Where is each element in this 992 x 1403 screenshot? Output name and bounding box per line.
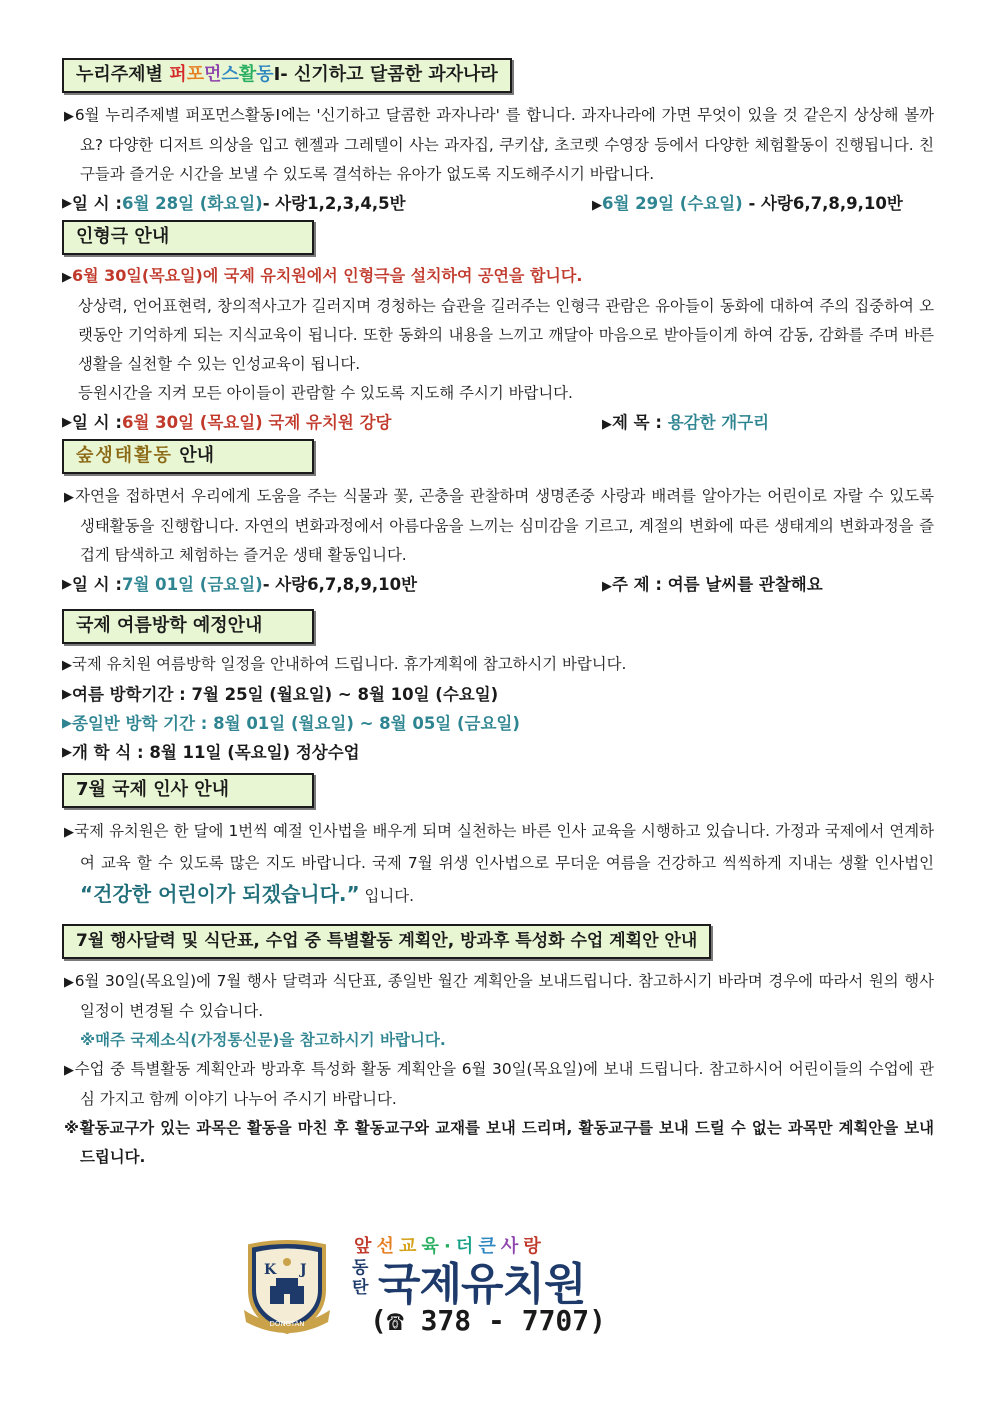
puppet-schedule: ▶ 일 시 : 6월 30일 (목요일) 국제 유치원 강당 ▶제 목 : 용감한 개구리 [62,408,934,437]
svg-text:DONGTAN: DONGTAN [269,1320,305,1328]
puppet-paragraph-2: 등원시간을 지켜 모든 아이들이 관람할 수 있도록 지도해 주시기 바랍니다. [78,384,573,402]
bullet-icon: ▶ [592,198,602,213]
section-header-performance: 누리주제별 퍼포먼스활동Ⅰ- 신기하고 달콤한 과자나라 [62,58,512,93]
bullet-icon: ▶ [602,417,612,432]
svg-text:J: J [300,1262,307,1278]
bullet-icon: ▶ [62,577,72,592]
teaching-aid-paragraph: ※활동교구가 있는 과목은 활동을 마친 후 활동교구와 교재를 보내 드리며, 활동교구를 보내 드릴 수 없는 과목만 계획안을 보내 드립니다. [64,1119,934,1166]
puppet-lead: ▶6월 30일(목요일)에 국제 유치원에서 인형극을 설치하여 공연을 합니다. [62,266,583,285]
section-header-greeting: 7월 국제 인사 안내 [62,773,314,808]
special-activity-paragraph: ▶수업 중 특별활동 계획안과 방과후 특성화 활동 계획안을 6월 30일(목요일)에 보내 드립니다. 참고하시어 어린이들의 수업에 관심 가지고 함께 이야기 나누어 주시기 바랍니다. [64,1060,934,1108]
opening-ceremony: ▶ 개 학 식 : 8월 11일 (목요일) 정상수업 [62,738,934,767]
phone-number: (☎ 378 - 7707) [370,1304,607,1337]
vacation-paragraph: ▶국제 유치원 여름방학 일정을 안내하여 드립니다. 휴가계획에 참고하시기 바랍니다. [62,655,627,673]
bullet-icon: ▶ [64,1063,75,1078]
location-mark: 동 탄 [352,1258,369,1298]
calendar-paragraph: ▶6월 30일(목요일)에 7월 행사 달력과 식단표, 종일반 월간 계획안을 보내드립니다. 참고하시기 바라며 경우에 따라서 원의 행사 일정이 변경될 수 있습니다. [64,972,934,1020]
full-day-vacation-period: ▶ 종일반 방학 기간 : 8월 01일 (월요일) ~ 8월 05일 (금요일) [62,709,934,738]
bullet-icon: ▶ [62,716,72,731]
bullet-icon: ▶ [64,975,75,990]
performance-schedule: ▶ 일 시 : 6월 28일 (화요일) - 사랑1,2,3,4,5반 ▶6월 29일 (수요일) - 사랑6,7,8,9,10반 [62,189,934,218]
bullet-icon: ▶ [62,687,72,702]
section-header-puppet: 인형극 안내 [62,220,314,255]
section-header-forest: 숲생태활동 안내 [62,439,314,474]
emblem-icon [242,1240,332,1336]
performance-paragraph: ▶6월 누리주제별 퍼포먼스활동Ⅰ에는 '신기하고 달콤한 과자나라' 를 합니다. 과자나라에 가면 무엇이 있을 것 같은지 상상해 볼까요? 다양한 디저트 의상을 입고 헨젤과 그레텔이 사는 과자집, 쿠키샵, 초코렛 수영장 등에서 다양한 체험활동이 진행됩니다. 친구들과 즐거운 시간을 보낼 수 있도록 결석하는 유아가 없도록 지도해주시기 바랍니다. [64,106,935,183]
kindergarten-name: 국제유치원 [378,1259,586,1310]
vacation-period: ▶ 여름 방학기간 : 7월 25일 (월요일) ~ 8월 10일 (수요일) [62,680,934,709]
forest-schedule: ▶ 일 시 : 7월 01일 (금요일) - 사랑6,7,8,9,10반 ▶주 제 : 여름 날씨를 관찰해요 [62,570,934,599]
bullet-icon: ▶ [602,579,612,594]
greeting-quote: “건강한 어린이가 되겠습니다.” [80,882,360,906]
note-mark-icon: ※ [64,1119,80,1137]
colored-title: 퍼포먼스활동 [169,64,274,85]
bullet-icon: ▶ [64,109,75,124]
forest-paragraph: ▶자연을 접하면서 우리에게 도움을 주는 식물과 꽃, 곤충을 관찰하며 생명존중 사랑과 배려를 알아가는 어린이로 자랄 수 있도록 생태활동을 진행합니다. 자연의 변화과정에서 아름다움을 느끼는 심미감을 기르고, 계절의 변화에 따른 생태계의 변화과정을 즐겁게 탐색하고 체험하는 즐거운 생태 활동입니다. [64,487,934,564]
newsletter [62,58,934,1172]
section-header-calendar: 7월 행사달력 및 식단표, 수업 중 특별활동 계획안, 방과후 특성화 수업 계획안 안내 [62,924,711,959]
bullet-icon: ▶ [62,658,72,673]
greeting-paragraph: ▶국제 유치원은 한 달에 1번씩 예절 인사법을 배우게 되며 실천하는 바른 인사 교육을 시행하고 있습니다. 가정과 국제에서 연계하여 교육 할 수 있도록 많은 지도 바랍니다. 국제 7월 위생 인사법으로 무더운 여름을 건강하고 씩씩하게 지내는 생활 인사법인 “건강한 어린이가 되겠습니다.” 입니다. [64,822,934,906]
bullet-icon: ▶ [62,270,72,285]
bullet-icon: ▶ [62,196,72,211]
svg-text:K: K [264,1262,277,1278]
bullet-icon: ▶ [64,490,76,505]
bullet-icon: ▶ [62,745,72,760]
bullet-icon: ▶ [62,415,72,430]
kindergarten-logo [242,1232,662,1342]
section-header-vacation: 국제 여름방학 예정안내 [62,609,314,644]
puppet-paragraph: 상상력, 언어표현력, 창의적사고가 길러지며 경청하는 습관을 길러주는 인형극 관람은 유아들이 동화에 대하여 주의 집중하여 오랫동안 기억하게 되는 지식교육이 됩니다. 또한 동화의 내용을 느끼고 깨달아 마음으로 받아들이게 하여 감동, 감화를 주며 바른생활을 실천할 수 있는 인성교육이 됩니다. [78,297,934,373]
weekly-news-note: ※매주 국제소식(가정통신문)을 참고하시기 바랍니다. [80,1031,446,1049]
bullet-icon: ▶ [64,825,75,840]
slogan: 앞 선 교 육 · 더 큰 사 랑 [354,1236,541,1257]
